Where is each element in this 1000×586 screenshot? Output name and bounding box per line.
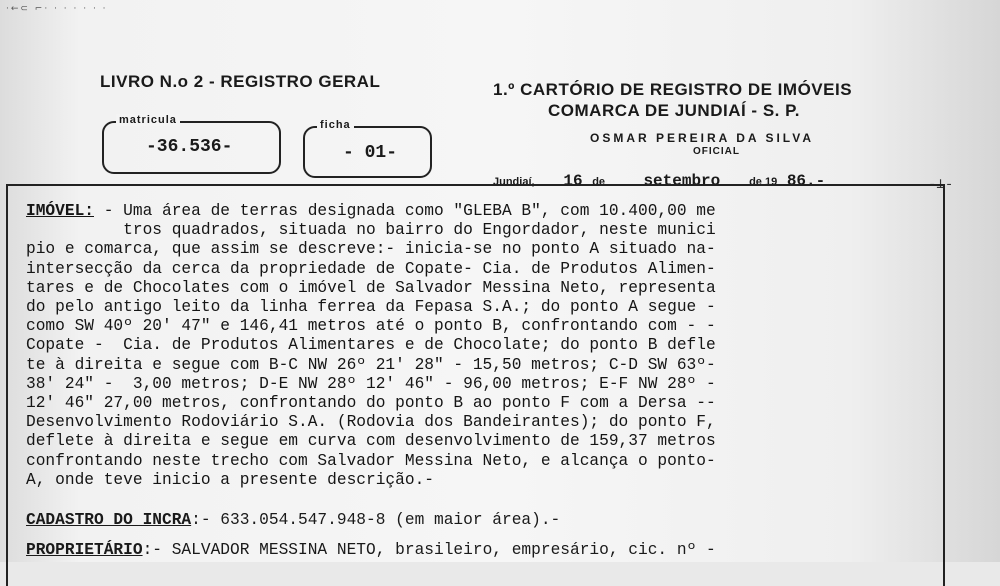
matricula-box <box>102 114 281 174</box>
cadastro-incra <box>26 511 560 529</box>
scan-marks: ·←⊂ ⌐· · · · · · · <box>6 4 108 14</box>
imovel-line: Desenvolvimento Rodoviário S.A. (Rodovia dos Bandeirantes); do ponto F, <box>26 413 716 432</box>
imovel-line: como SW 40º 20' 47" e 146,41 metros até o ponto B, confrontando com - - <box>26 317 716 336</box>
date-day: 16 <box>563 172 583 190</box>
cadastro-text: :- 633.054.547.948-8 (em maior área).- <box>191 511 561 529</box>
imovel-line: tares e de Chocolates com o imóvel de Salvador Messina Neto, representa <box>26 278 716 297</box>
date-month: setembro <box>643 172 721 190</box>
imovel-line: 12' 46" 27,00 metros, confrontando do ponto B ao ponto F com a Dersa -- <box>26 394 716 413</box>
oficial-name: OSMAR PEREIRA DA SILVA <box>590 131 815 145</box>
proprietario <box>26 541 716 559</box>
imovel-line: te à direita e segue com B-C NW 26º 21' 28" - 15,50 metros; C-D SW 63º- <box>26 355 716 374</box>
cadastro-label: CADASTRO DO INCRA <box>26 511 192 529</box>
imovel-line: pio e comarca, que assim se descreve:- inicia-se no ponto A situado na- <box>26 240 716 259</box>
livro-title: LIVRO N.o 2 - REGISTRO GERAL <box>100 72 381 91</box>
cartorio-header <box>493 80 893 157</box>
date-city: Jundiaí, <box>493 176 535 188</box>
imovel-line: tros quadrados, situada no bairro do Engordador, neste munici <box>26 221 716 240</box>
imovel-line: A, onde teve inicio a presente descrição.- <box>26 470 434 489</box>
ficha-value: - 01- <box>343 143 398 163</box>
imovel-label: IMÓVEL: <box>26 202 94 220</box>
imovel-line: do pelo antigo leito da linha ferrea da Fepasa S.A.; do ponto A segue - <box>26 298 716 317</box>
imovel-line: intersecção da cerca da propriedade de Copate- Cia. de Produtos Alimen- <box>26 259 716 278</box>
cartorio-name: 1.º CARTÓRIO DE REGISTRO DE IMÓVEIS <box>493 80 853 99</box>
date-year: 86.- <box>786 172 826 190</box>
date-de2: de 19 <box>749 176 778 188</box>
matricula-value: -36.536- <box>146 137 233 157</box>
ficha-box <box>303 119 432 178</box>
imovel-line: deflete à direita e segue em curva com desenvolvimento de 159,37 metros <box>26 432 716 451</box>
oficial-title: OFICIAL <box>693 146 740 157</box>
comarca: COMARCA DE JUNDIAÍ - S. P. <box>548 101 800 120</box>
imovel-line: Copate - Cia. de Produtos Alimentares e de Chocolate; do ponto B defle <box>26 336 716 355</box>
corner-mark: -⊥- <box>928 177 954 193</box>
imovel-description <box>26 202 938 490</box>
date-de1: de <box>592 176 606 188</box>
ficha-label: ficha <box>317 119 354 131</box>
imovel-line: - Uma área de terras designada como "GLEBA B", com 10.400,00 me <box>94 202 716 220</box>
matricula-label: matricula <box>116 114 180 126</box>
proprietario-text: :- SALVADOR MESSINA NETO, brasileiro, empresário, cic. nº - <box>142 541 716 559</box>
imovel-line: 38' 24" - 3,00 metros; D-E NW 28º 12' 46" - 96,00 metros; E-F NW 28º - <box>26 374 716 393</box>
imovel-line: confrontando neste trecho com Salvador Messina Neto, e alcança o ponto- <box>26 451 716 470</box>
proprietario-label: PROPRIETÁRIO <box>26 541 143 559</box>
